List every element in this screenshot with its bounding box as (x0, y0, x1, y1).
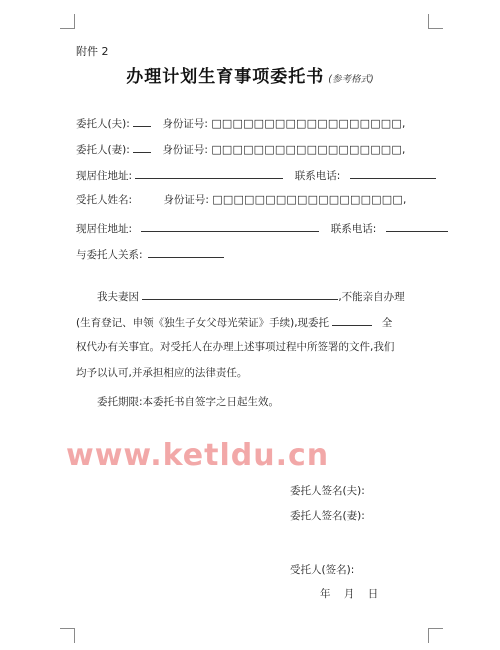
agent-id-label: 身份证号: (163, 194, 209, 206)
principal-address-label: 现居住地址: (76, 170, 133, 182)
principal-wife-label: 委托人(妻): (76, 144, 130, 156)
body-p2-a: (生育登记、申领《独生子女父母光荣证》手续),现委托 (76, 317, 330, 329)
principal-husband-row (76, 115, 405, 131)
relation-row (76, 246, 224, 262)
body-line-1 (97, 288, 405, 304)
principal-husband-id-boxes[interactable]: □□□□□□□□□□□□□□□□□□ (211, 117, 402, 130)
attachment-label: 附件 2 (76, 45, 109, 58)
agent-phone-label: 联系电话: (330, 223, 377, 235)
principal-wife-id-label: 身份证号: (162, 144, 208, 156)
principal-wife-name-blank[interactable] (133, 141, 151, 153)
relation-label: 与委托人关系: (76, 249, 143, 261)
agent-id-end: , (402, 194, 407, 206)
principal-husband-name-blank[interactable] (133, 115, 151, 127)
watermark-text: www.ketldu.cn (66, 438, 330, 473)
body-line-5: 委托期限:本委托书自签字之日起生效。 (97, 396, 280, 408)
relation-blank[interactable] (148, 246, 224, 258)
principal-husband-id-label: 身份证号: (162, 118, 208, 130)
reason-blank[interactable] (142, 288, 338, 300)
agent-phone-blank[interactable] (386, 220, 448, 232)
principal-wife-id-boxes[interactable]: □□□□□□□□□□□□□□□□□□ (211, 143, 402, 156)
agent-name-row (76, 193, 406, 207)
body-p2-b: 全 (381, 317, 393, 329)
signature-agent: 受托人(签名): (290, 564, 355, 576)
signature-date: 年 月 日 (320, 588, 379, 600)
agent-id-boxes[interactable]: □□□□□□□□□□□□□□□□□□ (212, 193, 403, 206)
principal-address-blank[interactable] (135, 167, 283, 179)
body-line-4: 均予以认可,并承担相应的法律责任。 (76, 367, 248, 379)
body-p1-b: ,不能亲自办理 (338, 291, 405, 303)
principal-address-row (76, 167, 436, 183)
title-note: (参考格式) (328, 74, 374, 85)
agent-address-blank[interactable] (141, 220, 319, 232)
agent-name-label: 受托人姓名: (76, 194, 133, 206)
agent-delegate-blank[interactable] (332, 314, 372, 326)
body-line-3: 权代办有关事宜。对受托人在办理上述事项过程中所签署的文件,我们 (76, 341, 395, 353)
signature-wife: 委托人签名(妻): (290, 510, 365, 522)
principal-wife-end: , (402, 144, 406, 156)
signature-husband: 委托人签名(夫): (290, 485, 365, 497)
crop-mark-bottom-left (60, 628, 75, 643)
principal-husband-label: 委托人(夫): (76, 118, 130, 130)
principal-wife-row (76, 141, 405, 157)
principal-phone-blank[interactable] (350, 167, 436, 179)
document-title: 办理计划生育事项委托书 (126, 67, 325, 87)
crop-mark-top-right (428, 14, 443, 29)
body-line-2 (76, 314, 392, 330)
principal-husband-end: , (402, 118, 406, 130)
body-p1-a: 我夫妻因 (97, 291, 139, 303)
agent-address-row (76, 220, 448, 236)
title-line (0, 67, 500, 87)
crop-mark-top-left (60, 14, 75, 29)
crop-mark-bottom-right (428, 628, 443, 643)
principal-phone-label: 联系电话: (294, 170, 341, 182)
agent-address-label: 现居住地址: (76, 223, 133, 235)
